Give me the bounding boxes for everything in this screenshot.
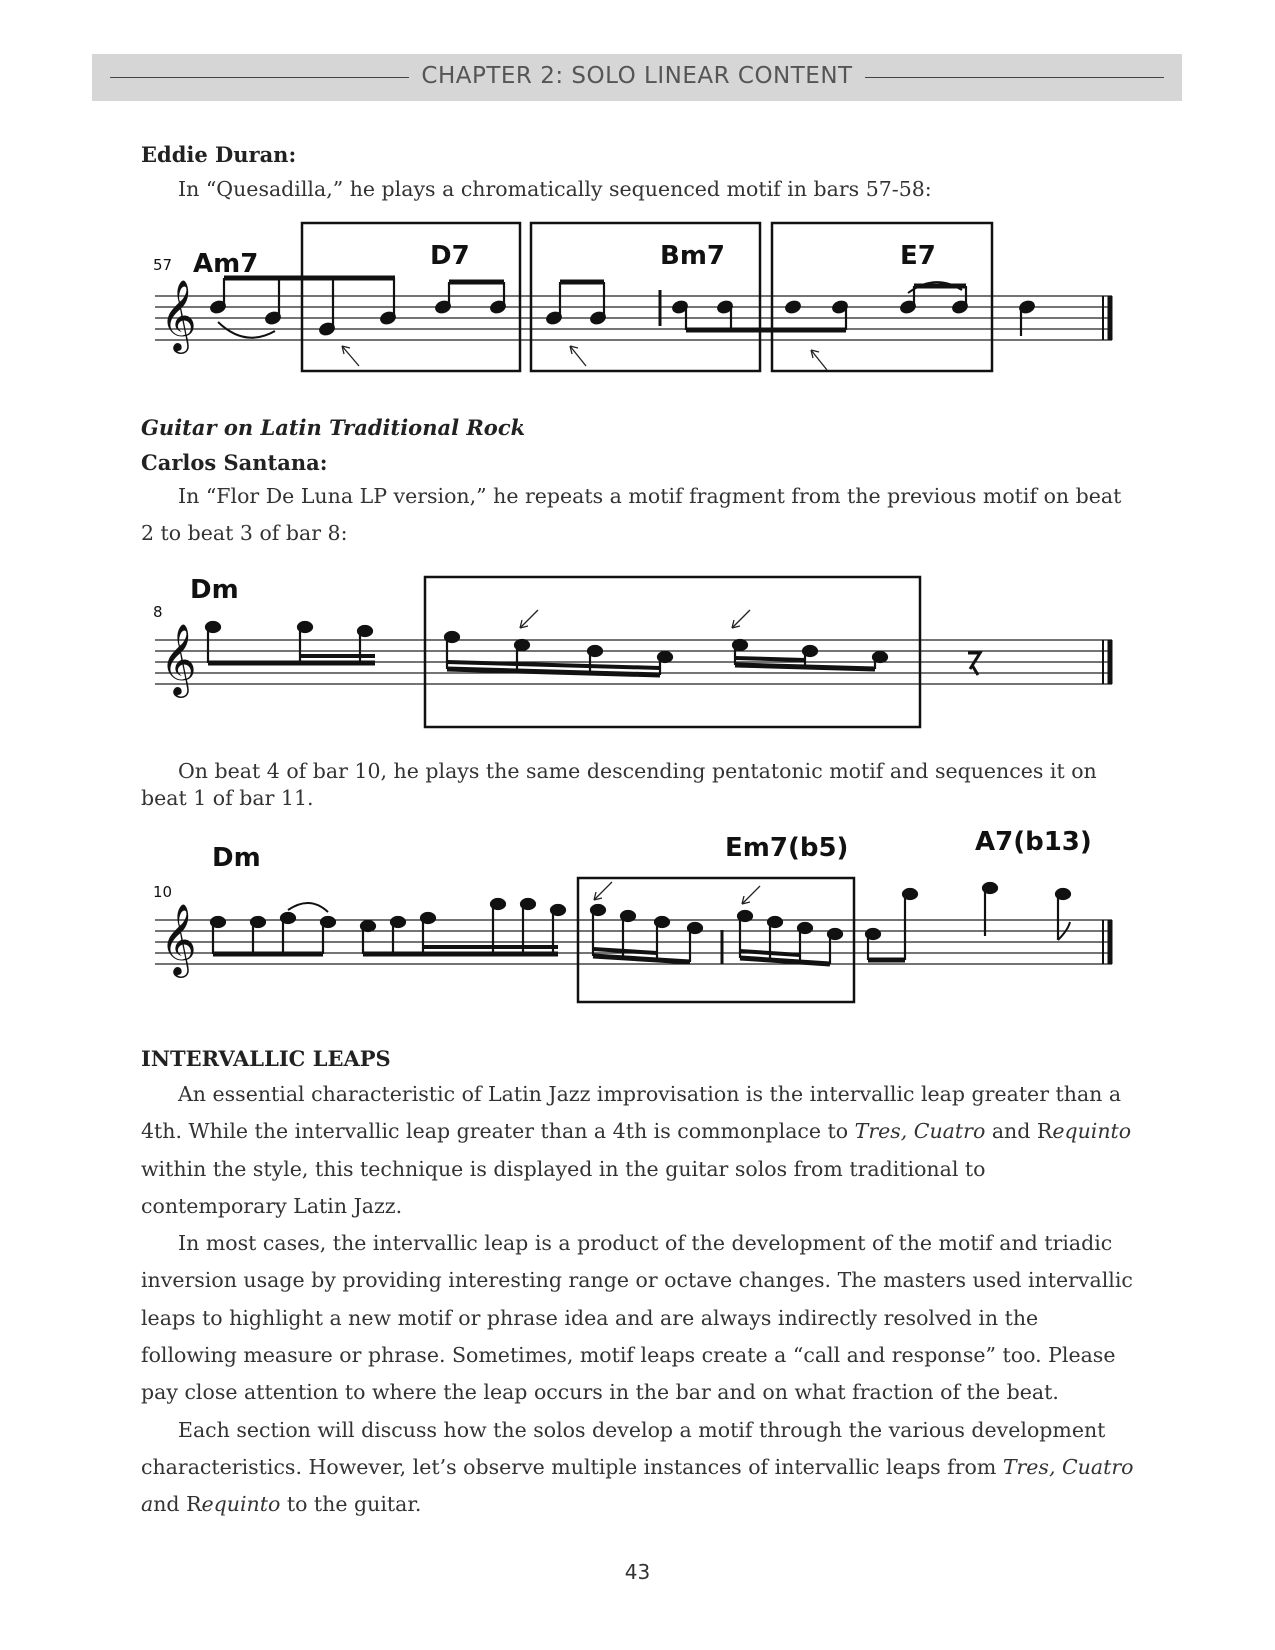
chord-symbol: Bm7 <box>660 241 725 271</box>
notes <box>211 883 1110 964</box>
section-heading: Guitar on Latin Traditional Rock <box>141 415 526 440</box>
section-subheading: Carlos Santana: <box>141 450 328 475</box>
chord-symbol: Dm <box>190 575 239 605</box>
section-paragraph: Each section will discuss how the solos develop a motif through the various development characteristics. However, let’s observe multiple instances of intervallic leaps from Tres, Cuatro and Requinto to the guitar. <box>141 1417 1134 1517</box>
arrow-icons <box>594 882 760 904</box>
treble-clef-icon: 𝄞 <box>160 622 197 695</box>
section-paragraph: In “Flor De Luna LP version,” he repeats a motif fragment from the previous motif on beat 2 to beat 3 of bar 8: <box>141 484 1122 546</box>
section-paragraph: An essential characteristic of Latin Jazz improvisation is the intervallic leap greater than a 4th. While the intervallic leap greater than a 4th is commonplace to Tres, Cuatro and Requinto within the style, this technique is displayed in the guitar solos from traditional to contemporary Latin Jazz. <box>141 1082 1132 1218</box>
chord-symbol: Dm <box>212 843 261 873</box>
chord-symbol: D7 <box>430 241 470 271</box>
page-number: 43 <box>624 1560 651 1584</box>
chord-symbol: A7(b13) <box>975 830 1092 857</box>
notes <box>210 278 1110 340</box>
treble-clef-icon: 𝄞 <box>160 902 197 975</box>
highlight-boxes <box>302 223 992 371</box>
notes <box>206 622 1110 684</box>
highlight-box <box>578 878 854 1002</box>
bar-number: 8 <box>153 603 163 621</box>
arrow-icons <box>520 610 750 628</box>
section-latin-rock <box>141 415 1136 553</box>
bar-number: 10 <box>153 883 173 901</box>
section-heading: Eddie Duran: <box>141 142 297 167</box>
treble-clef-icon: 𝄞 <box>160 278 197 351</box>
section-intervallic-leaps <box>141 1046 1136 1524</box>
section-paragraph: In “Quesadilla,” he plays a chromatically sequenced motif in bars 57-58: <box>178 177 932 201</box>
music-score-bars-10-11 <box>0 830 1275 1005</box>
chapter-title: CHAPTER 2: SOLO LINEAR CONTENT <box>92 63 1182 89</box>
chapter-header <box>92 54 1182 101</box>
arrow-icons <box>342 346 827 370</box>
section-paragraph: In most cases, the intervallic leap is a product of the development of the motif and triadic inversion usage by providing interesting range or octave changes. The masters used intervallic leaps to highlight a new motif or phrase idea and are always indirectly resolved in the following measure or phrase. Sometimes, motif leaps create a “call and response” too. Please pay close attention to where the leap occurs in the bar and on what fraction of the beat. <box>141 1231 1133 1405</box>
chord-symbol: Em7(b5) <box>725 833 849 863</box>
music-score-bars-57-58 <box>0 218 1275 378</box>
staff-lines <box>155 296 1112 340</box>
music-score-bar-8 <box>0 565 1275 730</box>
chord-symbol: E7 <box>900 241 936 271</box>
section-paragraph: On beat 4 of bar 10, he plays the same descending pentatonic motif and sequences it on beat 1 of bar 11. <box>141 759 1097 810</box>
section-heading: INTERVALLIC LEAPS <box>141 1046 391 1071</box>
section-eddie-duran <box>141 142 1136 208</box>
section-bar-10 <box>141 758 1136 812</box>
highlight-box <box>425 577 920 727</box>
chord-symbol: Am7 <box>193 249 259 279</box>
bar-number: 57 <box>153 256 173 274</box>
